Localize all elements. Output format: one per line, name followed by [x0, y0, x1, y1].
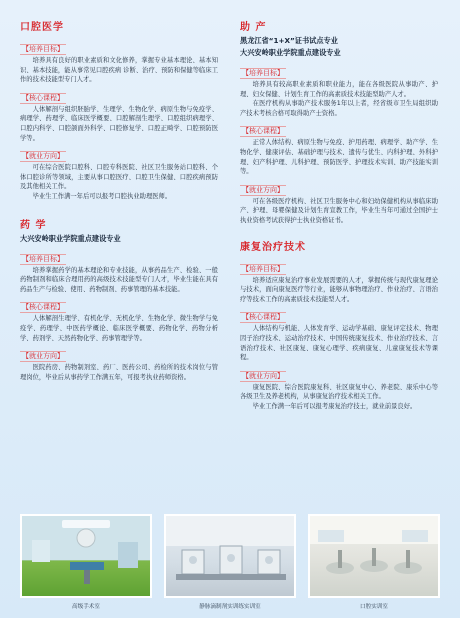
- midwifery-section: [240, 18, 438, 226]
- rehab-job-text-2: 毕业工作满一年后可以报考康复治疗技士，就业前景良好。: [252, 402, 417, 410]
- photo-caption: 高级手术室: [72, 604, 100, 610]
- stomatology-goal-tag: 【培养目标】: [22, 45, 64, 53]
- midwifery-title: 助 产: [240, 22, 267, 33]
- stomatology-job-text-2: 毕业生工作满一年后可以报考口腔执业助理医师。: [32, 192, 172, 200]
- photo-caption: 静脉滴制剂实训练实训室: [199, 604, 261, 610]
- stomatology-job-text-1: 可在综合医院口腔科、口腔专科医院、社区卫生服务站口腔科、个体口腔诊所等领域，主要从事口腔医疗、口腔卫生保健、口腔疾病预防及其他相关工作。: [20, 164, 218, 191]
- rehab-course-text: 人体结构与机能、人体发育学、运动学基础、康复评定技术、物理因子治疗技术、运动治疗技术、中国传统康复技术、作业治疗技术、言语治疗技术、社区康复、康复心理学、疾病康复、儿童康复技术等课程。: [240, 325, 438, 362]
- dental-lab-photo: [308, 514, 440, 598]
- stomatology-course-text: 人体解剖与组织胚胎学、生理学、生物化学、病原生物与免疫学、病理学、药理学、临床医学概要、口腔解剖生理学、口腔组织病理学、口腔内科学、口腔颌面外科学、口腔修复学、口腔正畸学、口腔预防医学等。: [20, 105, 218, 142]
- stomatology-section: [20, 18, 218, 202]
- rehab-goal-text: 培养适应康复治疗事业发展需要的人才，掌握传统与现代康复理论与技术，面向康复医疗等行业，能够从事物理治疗、作业治疗、言语治疗等技术工作的高素质技术技能型人才。: [240, 276, 438, 303]
- pharmacy-job-tag: 【就业方向】: [22, 352, 64, 361]
- rehab-goal-tag: 【培养目标】: [242, 264, 284, 273]
- pharmacy-section: [20, 216, 218, 383]
- rehab-title: 康复治疗技术: [240, 241, 306, 253]
- midwifery-job-tag: 【就业方向】: [242, 185, 284, 194]
- pharmacy-course-tag: 【核心课程】: [22, 303, 64, 312]
- stomatology-goal-text: 培养具有良好的职业素质和文化修养，掌握专业基本理论、基本知识、基本技能，能从事常见口腔疾病 诊断、治疗、预防和保健等临床工作的技术技能型专门人才。: [20, 57, 218, 84]
- stomatology-course-tag: 【核心课程】: [22, 93, 64, 102]
- midwifery-goal-tag: 【培养目标】: [242, 69, 284, 77]
- pharmacy-title: 药 学: [20, 219, 47, 231]
- midwifery-subtitle-1: 黑龙江省“1+X”证书试点专业: [240, 36, 338, 45]
- stomatology-title: 口腔医学: [20, 22, 64, 33]
- midwifery-course-tag: 【核心课程】: [242, 127, 284, 136]
- midwifery-subtitle-2: 大兴安岭职业学院重点建设专业: [240, 48, 341, 57]
- pharmacy-subtitle: 大兴安岭职业学院重点建设专业: [20, 233, 121, 243]
- pharmacy-goal-text: 培养掌握药学的基本理论和专业技能，从事药品生产、检验、一般药物制剂和临床合理用药的高级技术技能型专门人才，毕业生能在具有药品生产与检验、使用、药物制剂、药事管理的基本技能。: [20, 266, 218, 293]
- pharmacy-course-text: 人体解剖生理学、有机化学、无机化学、生物化学、微生物学与免疫学、药理学、中医药学概论、临床医学概要、药物化学、药物分析学、药剂学、天然药物化学、药事管理学等。: [20, 315, 218, 342]
- photo-caption: 口腔实训室: [360, 604, 388, 610]
- photo-strip: [20, 514, 440, 618]
- pharmacy-goal-tag: 【培养目标】: [22, 254, 64, 263]
- rehab-course-tag: 【核心课程】: [242, 313, 284, 322]
- rehab-job-tag: 【就业方向】: [242, 371, 284, 380]
- midwifery-goal-text-2: 在医疗机构从事助产技术服务1年以上者，经省级市卫生局组织助产技术考核合格可取得助产士资格。: [240, 100, 438, 117]
- operating-room-photo: [20, 514, 152, 598]
- pharmacy-job-text: 医院药房、药物制剂室、药厂、医药公司、药检所的技术岗位与管理岗位，毕业后从事药学工作满五年，可报考执业药师资格。: [20, 364, 218, 381]
- left-column: [20, 18, 218, 392]
- midwifery-job-text: 可在各级医疗机构、社区卫生服务中心和妇幼保健机构从事临床助产、护理、母婴保健及计划生育宣教工作，毕业生当年可通过全国护士执业资格考试获得护士执业资格证书。: [240, 197, 438, 224]
- infusion-lab-illustration: [166, 516, 294, 596]
- rehab-section: [240, 238, 438, 412]
- dental-lab-illustration: [310, 516, 438, 596]
- right-column: [240, 18, 438, 421]
- midwifery-course-text: 正常人体结构、病原生物与免疫、护用药理、病理学、助产学、生物化学、健康评估、基础护理与技术、遗传与优生、内科护理、外科护理、妇产科护理、儿科护理、预防医学、护理技术实训、助产技能实训等。: [240, 139, 438, 176]
- midwifery-goal-text-1: 培养具有较高职业素质和职业能力，能在各级医院从事助产、护理、妇女保健、计划生育工作的高素质技术技能型助产人才。: [240, 81, 438, 98]
- rehab-job-text-1: 康复医院、综合医院康复科、社区康复中心、养老院、康乐中心等各级卫生及养老机构，从事康复治疗技术相关工作。: [240, 383, 438, 401]
- stomatology-job-tag: 【就业方向】: [22, 152, 64, 161]
- infusion-lab-photo: [164, 514, 296, 598]
- operating-room-illustration: [22, 516, 150, 596]
